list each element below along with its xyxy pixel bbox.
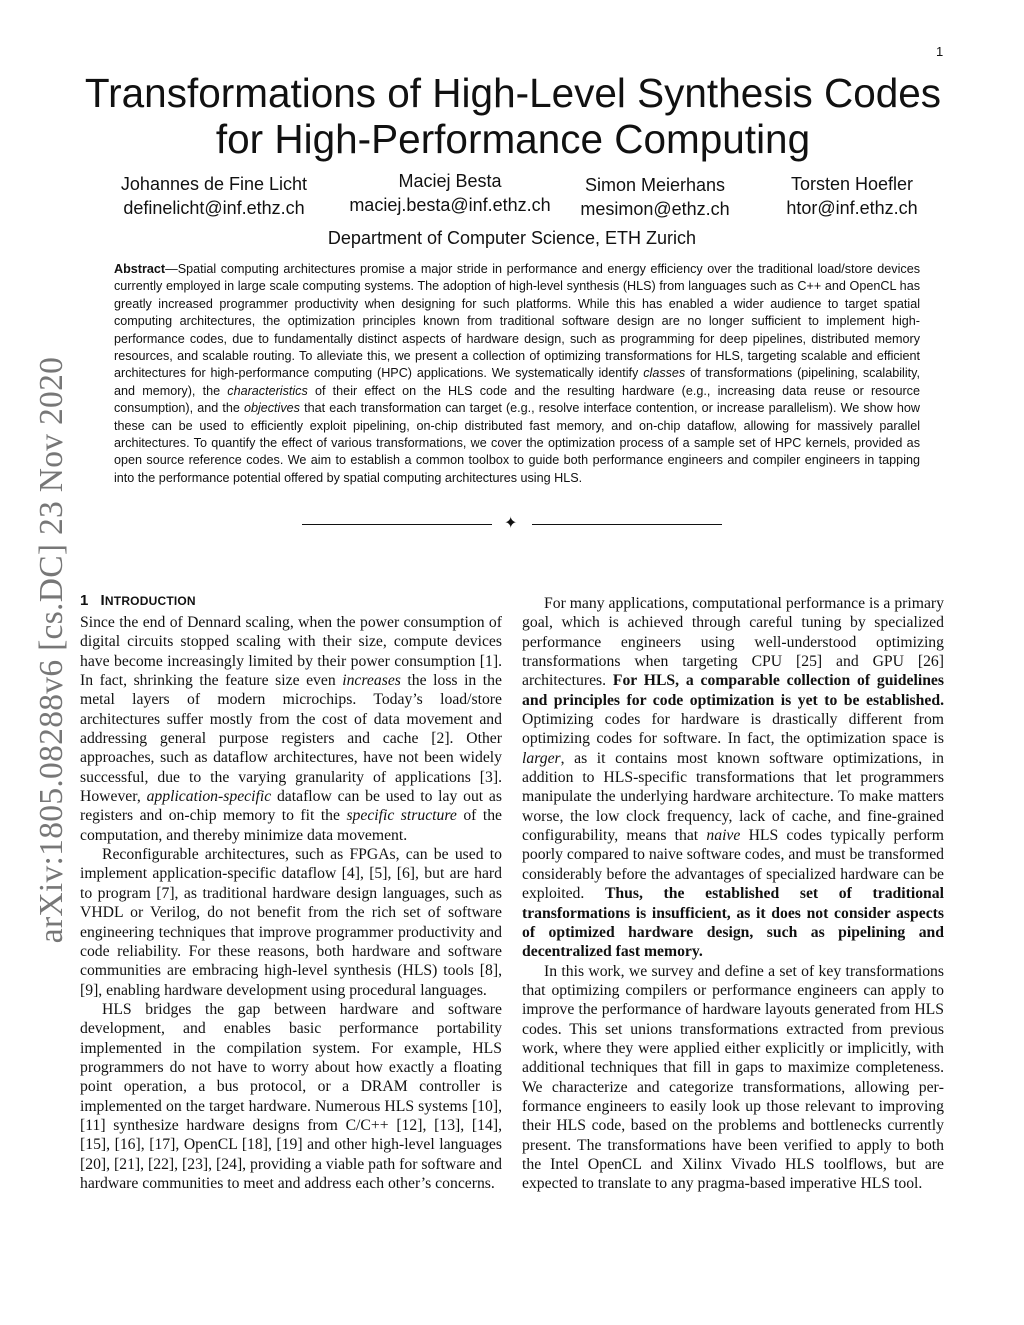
author-email: htor@inf.ethz.ch (786, 198, 918, 218)
paragraph-text: Optimizing codes for hardware is drastically different from optimizing codes for software. In fact, the optimization space is (522, 711, 944, 748)
abstract-emphasis: characteristics (227, 383, 308, 398)
paragraph-bold: For HLS, a comparable collection of guidelines and principles for code optimization is yet to be established. (522, 672, 944, 709)
separator-diamond-icon: ✦ (504, 515, 518, 532)
section-title-rest: NTRODUCTION (104, 594, 196, 608)
abstract-text: of transformations (pipelining, scalability, and memory), the (114, 366, 920, 398)
paragraph-text: Since the end of Dennard scaling, when the power consumption of digital circuits stopped scaling with their size, compute devices have become increasingly limited by their power consumption [1]. In fact, shrinking the feature size even (80, 614, 502, 690)
paragraph-text: the loss in the metal layers of modern microchips. Today’s load/store architectures suffer mostly from the cost of data movement and addressing general purpose registers and cache [2]. Other approaches, such as dataflow architectures, have not been widely successful, due to the varying granularity of applications [3]. However, (80, 672, 502, 806)
abstract-label: Abstract (114, 262, 166, 276)
paper-title-line-2: for High-Performance Computing (215, 116, 811, 162)
author-block (330, 169, 570, 217)
separator-line-left (302, 524, 492, 525)
paragraph: HLS bridges the gap between hardware and software development, and enables basic performance portability implemented in the compilation system. For example, HLS programmers do not have to worry about how exactly a floating point operation, a bus protocol, or a DRAM controller is implemented on the target hardware. Numerous HLS systems [10], [11] synthesize hardware designs from C/C++ [12], [13], [14], [15], [16], [17], OpenCL [18], [19] and other high-level languages [20], [21], [22], [23], [24], providing a viable path for software and hardware communities to meet and address each other’s concerns. (80, 1000, 502, 1192)
paragraph-text: For many applications, computational performance is a primary goal, which is achieved through careful tuning by specialized performance engineers using well-understood optimizing transformations when targeting CPU [25] and GPU [26] architectures. (522, 595, 944, 690)
paragraph-bold: Thus, the established set of traditional transformations is insufficient, as it does not consider aspects of optimized hardware design, such as pipelining and decentralized fast memory. (522, 885, 944, 961)
author-block (565, 173, 745, 221)
paper-title-line-1: Transformations of High-Level Synthesis Codes (84, 70, 942, 116)
author-email: definelicht@inf.ethz.ch (123, 198, 305, 218)
separator-line-right (532, 524, 722, 525)
paragraph-text: , as it contains most known software optimizations, in addition to HLS-specific transformations that let programmers manipulate the underlying hardware architecture. To make matters worse, the low clock frequency, lack of cache, and fine-grained configurability, means that (522, 749, 944, 845)
page-number: 1 (936, 44, 944, 59)
paragraph: Reconfigurable architectures, such as FPGAs, can be used to implement application-specific dataflow [4], [5], [6], but are hard to program [7], as traditional hardware design languages, such as VHDL or Verilog, do not benefit from the rich set of software engineering techniques that improve programmer productivity and code reliability. For these reasons, both hardware and software communities are embracing high-level synthesis (HLS) tools [8], [9], enabling hardware development using procedural languages. (80, 846, 502, 999)
author-block (752, 172, 952, 220)
paragraph (80, 613, 502, 845)
author-name: Maciej Besta (398, 171, 502, 191)
abstract-emphasis: objectives (243, 401, 300, 416)
author-name: Johannes de Fine Licht (120, 174, 308, 194)
abstract-text: that each transformation can target (e.g., resolve interface contention, or increase parallelism). We show how these can be used to efficiently exploit pipelining, on-chip distributed fast memory, and on-chip dataflow, allowing for massively parallel architectures. To quantify the effect of various transformations, we cover the optimization process of a sample set of HPC kernels, provided as open source reference codes. We aim to establish a common toolbox to guide both performance engineers and compiler engineers in tapping into the performance potential offered by spatial computing architectures using HLS. (114, 401, 920, 485)
paragraph (522, 594, 944, 962)
right-column (522, 594, 944, 1194)
abstract-text: of their effect on the HLS code and the resulting hardware (e.g., increasing data reuse or resource consumption), and the (114, 383, 920, 416)
author-email: mesimon@ethz.ch (580, 199, 730, 219)
section-heading (80, 591, 502, 611)
paragraph-emphasis: increases (342, 672, 401, 690)
paragraph-text: dataflow can be used to lay out as registers and on-chip memory to fit the (80, 788, 502, 825)
section-number: 1 (80, 592, 89, 609)
author-block (104, 172, 324, 220)
paragraph: In this work, we survey and define a set of key transformations that optimizing compilers or performance engineers can apply to improve the performance of hardware layouts generated from HLS codes. This set unions transformations extracted from previous work, where they were applied either explicitly or implicitly, with additional techniques that fill in gaps to maximize completeness. We characterize and categorize transformations, allowing performance engineers to easily look up those relevant to improving their HLS code, based on the problems and bottlenecks currently present. The transformations have been verified to apply to both the Intel OpenCL and Xilinx Vivado HLS toolflows, but are expected to translate to any pragma-based imperative HLS tool. (522, 962, 944, 1193)
paragraph-emphasis: naive (706, 827, 741, 845)
paragraph-emphasis: application-specific (146, 788, 272, 806)
author-name: Simon Meierhans (584, 175, 726, 195)
abstract-text: —Spatial computing architectures promise a major stride in performance and energy efficiency over the traditional load/store devices currently employed in large scale computing systems. The adoption of high-level synthesis (HLS) from languages such as C++ and OpenCL has greatly increased programmer productivity when designing for such platforms. While this has enabled a wider audience to target spatial computing architectures, the optimization principles known from traditional software design are no longer sufficient to implement high-performance codes, due to fundamentally distinct aspects of hardware design, such as programming for deep pipelines, distributed memory resources, and scalable routing. To alleviate this, we present a collection of optimizing transformations for HLS, targeting scalable and efficient architectures for high-performance computing (HPC) applications. We systematically identify (114, 262, 920, 381)
section-title-initial: I (100, 592, 105, 609)
author-name: Torsten Hoefler (790, 174, 914, 194)
abstract (114, 261, 920, 487)
author-email: maciej.besta@inf.ethz.ch (349, 195, 551, 215)
section-separator (302, 515, 722, 535)
abstract-emphasis: classes (643, 366, 686, 381)
paragraph-emphasis: specific structure (346, 807, 457, 825)
affiliation: Department of Computer Science, ETH Zurich (327, 228, 697, 248)
paragraph-text: HLS codes typically perform poorly compared to naive software codes, and must be transformed considerably before the advantages of specialized hardware can be exploited. (522, 827, 944, 903)
left-column (80, 591, 502, 1193)
paragraph-text: of the computation, and thereby minimize data movement. (80, 807, 503, 844)
paragraph-emphasis: larger (522, 749, 561, 767)
paper-title (80, 70, 946, 162)
arxiv-identifier-stamp: arXiv:1805.08288v6 [cs.DC] 23 Nov 2020 (33, 356, 70, 944)
